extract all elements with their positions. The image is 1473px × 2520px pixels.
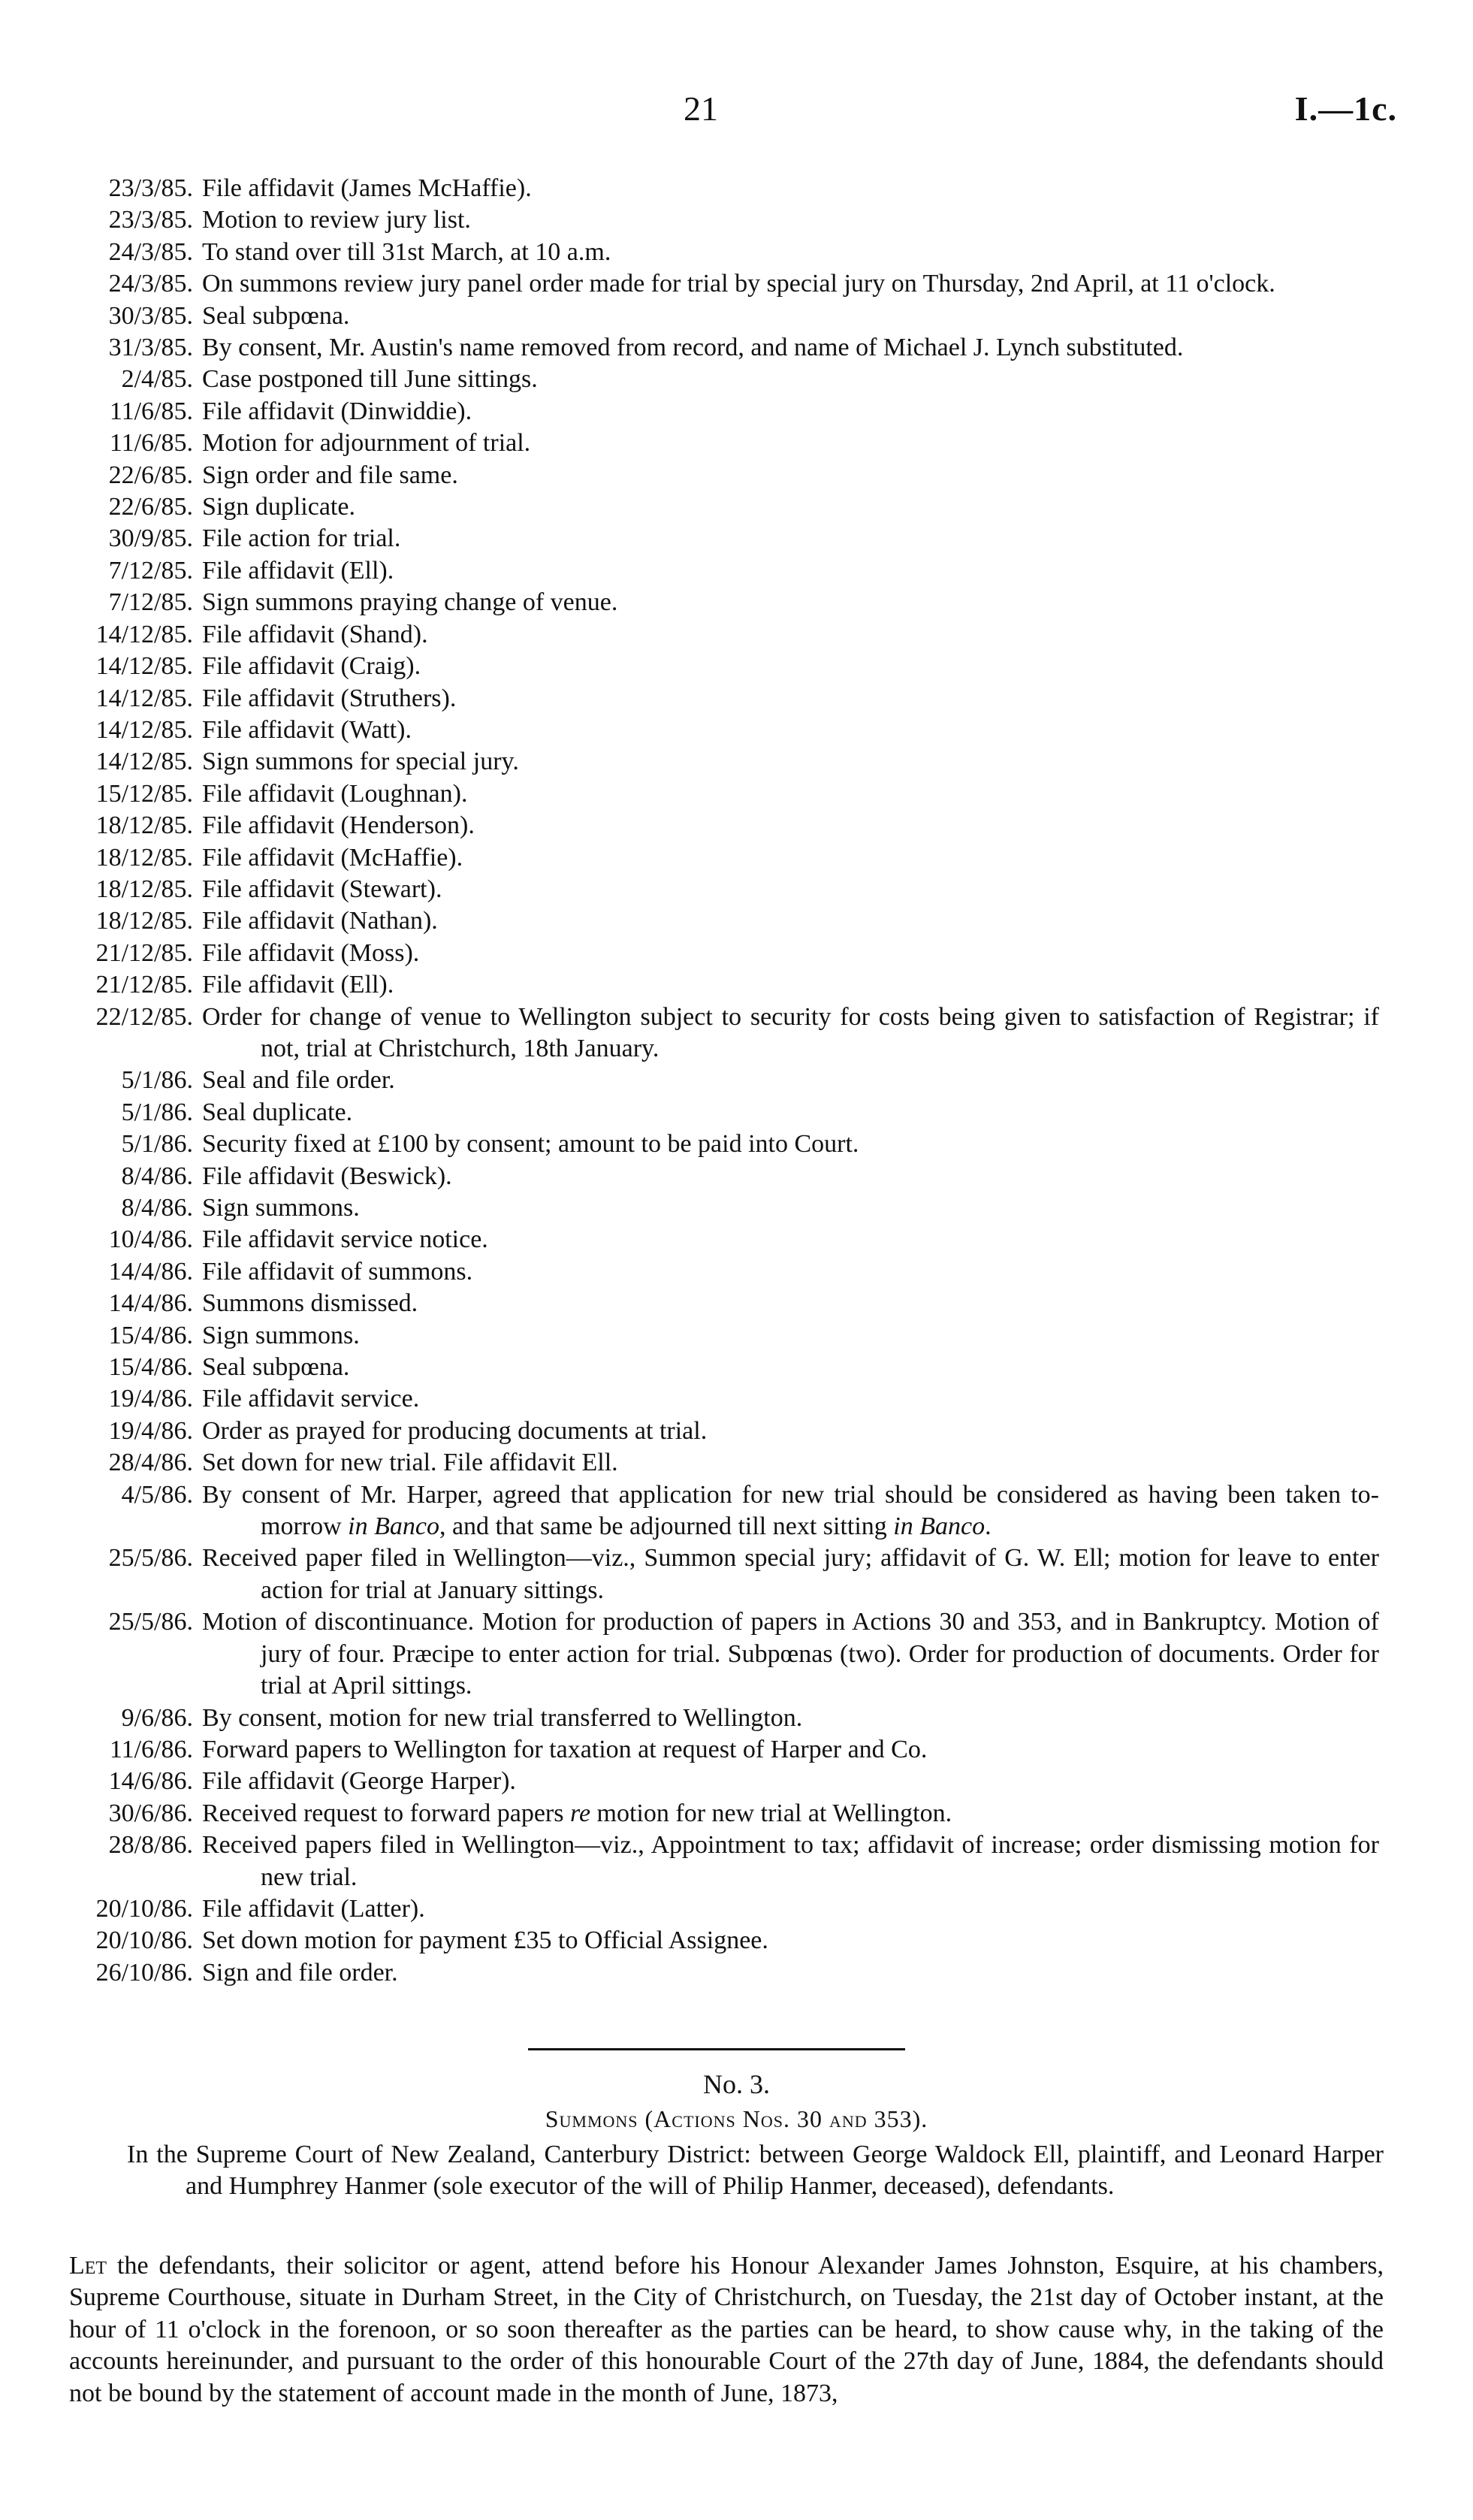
entry-text-segment: File affidavit (Loughnan).: [202, 779, 468, 808]
entry-text-segment: Sign order and file same.: [202, 461, 458, 489]
entry-text-segment: Sign duplicate.: [202, 493, 355, 521]
docket-entry: [0, 746, 1473, 778]
entry-date: 14/12/85.: [95, 684, 193, 712]
entry-text: [202, 619, 1379, 651]
entry-text-segment: Received request to forward papers: [202, 1799, 570, 1827]
entry-text: [202, 1383, 1379, 1415]
entry-text-segment: File affidavit (Nathan).: [202, 907, 438, 935]
entry-date: 24/3/85.: [108, 237, 193, 266]
entry-text: [202, 301, 1379, 332]
docket-entry: [0, 396, 1473, 428]
docket-entry: [0, 364, 1473, 395]
entry-text: [202, 587, 1379, 618]
docket-entry: [0, 1479, 1473, 1543]
entry-date: 14/12/85.: [95, 652, 193, 681]
docket-entry: [0, 301, 1473, 332]
docket-entry: [0, 810, 1473, 842]
entry-text: [202, 1893, 1379, 1925]
entry-text-segment: Sign summons.: [202, 1194, 360, 1222]
entry-text-segment: File affidavit (Shand).: [202, 620, 428, 648]
entry-text: [202, 460, 1379, 491]
entry-text-segment: File action for trial.: [202, 524, 401, 553]
entry-text-segment: Motion to review jury list.: [202, 206, 471, 234]
docket-entry: [0, 237, 1473, 268]
docket-entry: [0, 715, 1473, 746]
entry-text-segment: Sign summons for special jury.: [202, 748, 519, 776]
entry-text: [202, 1065, 1379, 1096]
docket-entry: [0, 1734, 1473, 1766]
section-title: No. 3.: [703, 2069, 770, 2099]
entry-text-segment: Set down motion for payment £35 to Official Assignee.: [202, 1926, 768, 1955]
entry-text: [202, 1957, 1379, 1989]
entry-text: [202, 1703, 1379, 1734]
docket-entry: [0, 1957, 1473, 1989]
entry-date: 15/4/86.: [108, 1353, 193, 1382]
entry-text: [202, 1161, 1379, 1192]
entry-text: [202, 842, 1379, 874]
entry-text: [202, 1256, 1379, 1288]
entry-text-segment: Seal subpœna.: [202, 301, 350, 330]
entry-text: [202, 204, 1379, 236]
entry-italic-text: in Banco: [893, 1512, 986, 1541]
docket-entry: [0, 1606, 1473, 1702]
entry-date: 14/4/86.: [108, 1257, 193, 1286]
entry-text: [202, 1320, 1379, 1352]
entry-date: 14/4/86.: [108, 1289, 193, 1318]
docket-entry: [0, 1288, 1473, 1319]
entry-text: [202, 1447, 1379, 1479]
entry-text: [202, 651, 1379, 682]
entry-date: 11/6/86.: [109, 1735, 193, 1763]
entry-text: [202, 1129, 1379, 1160]
entry-date: 20/10/86.: [95, 1894, 193, 1923]
entry-text-segment: Sign and file order.: [202, 1958, 398, 1987]
entry-text: [202, 1798, 1379, 1830]
entry-text: [202, 746, 1379, 778]
entry-date: 19/4/86.: [108, 1416, 193, 1445]
entry-text: [202, 428, 1379, 459]
docket-entry: [0, 460, 1473, 491]
entry-date: 4/5/86.: [121, 1480, 193, 1509]
entry-text-segment: motion for new trial at Wellington.: [590, 1799, 952, 1827]
entry-text-segment: , and that same be adjourned till next sitting: [439, 1512, 894, 1541]
entry-text: [202, 938, 1379, 969]
entry-text-segment: Received papers filed in Wellington—viz., Appointment to tax; affidavit of increase; order dismissing motion for new trial.: [202, 1831, 1379, 1891]
docket-entry: [0, 1161, 1473, 1192]
docket-entry: [0, 1002, 1473, 1065]
docket-entry: [0, 842, 1473, 874]
docket-entry: [0, 491, 1473, 523]
entry-date: 20/10/86.: [95, 1926, 193, 1955]
entry-date: 18/12/85.: [95, 907, 193, 935]
entry-text: [202, 1416, 1379, 1447]
docket-entry: [0, 204, 1473, 236]
entry-date: 28/4/86.: [108, 1449, 193, 1477]
entry-text-segment: Sign summons praying change of venue.: [202, 588, 618, 617]
entry-date: 24/3/85.: [108, 270, 193, 298]
entry-date: 18/12/85.: [95, 875, 193, 903]
entry-text: [202, 523, 1379, 554]
entry-date: 23/3/85.: [108, 206, 193, 234]
entry-text: [202, 491, 1379, 523]
entry-text-segment: File affidavit of summons.: [202, 1257, 473, 1286]
docket-entry: [0, 1065, 1473, 1096]
page-number: 21: [684, 89, 718, 128]
entry-text: [202, 364, 1379, 395]
entry-date: 14/6/86.: [108, 1767, 193, 1796]
entry-text-segment: Summons dismissed.: [202, 1289, 418, 1318]
docket-entry: [0, 1129, 1473, 1160]
entry-date: 14/12/85.: [95, 748, 193, 776]
docket-entry: [0, 1352, 1473, 1383]
entry-date: 30/9/85.: [108, 524, 193, 553]
docket-entry: [0, 523, 1473, 554]
entry-text: [202, 1766, 1379, 1797]
docket-entry: [0, 428, 1473, 459]
entry-text-segment: Seal subpœna.: [202, 1353, 350, 1382]
entry-date: 19/4/86.: [108, 1385, 193, 1413]
entry-text: [202, 1192, 1379, 1224]
entry-date: 10/4/86.: [108, 1225, 193, 1254]
docket-entry: [0, 1703, 1473, 1734]
entry-text: [202, 874, 1379, 905]
entry-date: 2/4/85.: [121, 365, 193, 394]
entry-text: [202, 715, 1379, 746]
section-subtitle: Summons (Actions Nos. 30 and 353).: [545, 2105, 928, 2132]
entry-text-segment: File affidavit (Watt).: [202, 715, 412, 744]
entry-text: [202, 683, 1379, 715]
entry-date: 22/6/85.: [108, 493, 193, 521]
entry-date: 28/8/86.: [108, 1831, 193, 1860]
summons-lead-word: Let: [69, 2252, 107, 2280]
entry-date: 8/4/86.: [121, 1162, 193, 1190]
entry-text: [202, 1097, 1379, 1129]
entry-date: 25/5/86.: [108, 1608, 193, 1636]
docket-entry: [0, 619, 1473, 651]
entry-date: 9/6/86.: [121, 1703, 193, 1732]
entry-date: 15/4/86.: [108, 1321, 193, 1349]
entry-text: [202, 810, 1379, 842]
entry-date: 11/6/85.: [109, 397, 193, 425]
summons-text: the defendants, their solicitor or agent, attend before his Honour Alexander James Johnston, Esquire, at his chambers, Supreme Courthouse, situate in Durham Street, in the City of Christchurch, on Tuesday, the 21st day of October instant, at the hour of 11 o'clock in the forenoon, or so soon thereafter as the parties can be heard, to show cause why, in the taking of the accounts hereinunder, and pursuant to the order of this honourable Court of the 27th day of June, 1884, the defendants should not be bound by the statement of account made in the month of June, 1873,: [69, 2252, 1384, 2407]
entry-date: 14/12/85.: [95, 620, 193, 648]
docket-entry: [0, 1192, 1473, 1224]
docket-entry: [0, 905, 1473, 937]
entry-text-segment: File affidavit (McHaffie).: [202, 843, 463, 872]
entry-date: 30/3/85.: [108, 301, 193, 330]
docket-entries: [0, 173, 1473, 1989]
entry-date: 18/12/85.: [95, 811, 193, 840]
entry-text: [202, 969, 1379, 1001]
court-paragraph: In the Supreme Court of New Zealand, Canterbury District: between George Waldock Ell, plaintiff, and Leonard Harper and Humphrey Hanmer (sole executor of the will of Philip Hanmer, deceased), defendants.: [127, 2141, 1384, 2201]
entry-text-segment: File affidavit (Stewart).: [202, 875, 442, 903]
entry-text: [202, 905, 1379, 937]
docket-entry: [0, 1447, 1473, 1479]
entry-date: 18/12/85.: [95, 843, 193, 872]
entry-text-segment: File affidavit (Moss).: [202, 938, 420, 967]
entry-text-segment: File affidavit (Dinwiddie).: [202, 397, 472, 425]
docket-entry: [0, 969, 1473, 1001]
entry-date: 31/3/85.: [108, 334, 193, 362]
entry-text-segment: File affidavit (Struthers).: [202, 684, 457, 712]
entry-date: 23/3/85.: [108, 174, 193, 202]
docket-entry: [0, 555, 1473, 587]
docket-entry: [0, 874, 1473, 905]
docket-entry: [0, 1097, 1473, 1129]
summons-paragraph: [69, 2250, 1384, 2410]
entry-text: [202, 1352, 1379, 1383]
entry-text-segment: Forward papers to Wellington for taxation at request of Harper and Co.: [202, 1735, 928, 1763]
entry-date: 26/10/86.: [95, 1958, 193, 1987]
entry-text: [202, 173, 1379, 204]
docket-entry: [0, 1893, 1473, 1925]
entry-text: [202, 1606, 1379, 1702]
entry-text-segment: Motion for adjournment of trial.: [202, 429, 531, 458]
document-reference: I.—1c.: [1294, 89, 1397, 128]
entry-date: 21/12/85.: [95, 971, 193, 999]
entry-text-segment: Order as prayed for producing documents at trial.: [202, 1416, 708, 1445]
entry-text: [202, 778, 1379, 810]
entry-text-segment: Order for change of venue to Wellington subject to security for costs being given to satisfaction of Registrar; if not, trial at Christchurch, 18th January.: [202, 1002, 1379, 1062]
docket-entry: [0, 332, 1473, 364]
docket-entry: [0, 268, 1473, 300]
entry-date: 5/1/86.: [121, 1098, 193, 1126]
entry-text-segment: Set down for new trial. File affidavit Ell.: [202, 1449, 618, 1477]
entry-text-segment: File affidavit (Latter).: [202, 1894, 425, 1923]
docket-entry: [0, 1256, 1473, 1288]
entry-text-segment: File affidavit service.: [202, 1385, 420, 1413]
docket-entry: [0, 1416, 1473, 1447]
docket-entry: [0, 1320, 1473, 1352]
entry-date: 8/4/86.: [121, 1194, 193, 1222]
entry-date: 5/1/86.: [121, 1130, 193, 1159]
entry-text-segment: To stand over till 31st March, at 10 a.m.: [202, 237, 611, 266]
entry-text-segment: File affidavit (James McHaffie).: [202, 174, 532, 202]
entry-date: 11/6/85.: [109, 429, 193, 458]
entry-date: 30/6/86.: [108, 1799, 193, 1827]
entry-text: [202, 332, 1379, 364]
entry-date: 7/12/85.: [108, 556, 193, 585]
entry-text: [202, 1830, 1379, 1893]
entry-text-segment: By consent, Mr. Austin's name removed from record, and name of Michael J. Lynch substituted.: [202, 334, 1184, 362]
entry-date: 7/12/85.: [108, 588, 193, 617]
docket-entry: [0, 587, 1473, 618]
docket-entry: [0, 173, 1473, 204]
entry-text-segment: File affidavit (Henderson).: [202, 811, 475, 840]
docket-entry: [0, 1543, 1473, 1606]
entry-text-segment: On summons review jury panel order made for trial by special jury on Thursday, 2nd April, at 11 o'clock.: [202, 270, 1275, 298]
entry-text-segment: By consent, motion for new trial transferred to Wellington.: [202, 1703, 803, 1732]
entry-text-segment: Motion of discontinuance. Motion for production of papers in Actions 30 and 353, and in Bankruptcy. Motion of jury of four. Præcipe to enter action for trial. Subpœnas (two). Order for production of documents. Order for trial at April sittings.: [202, 1608, 1379, 1700]
docket-entry: [0, 1224, 1473, 1255]
entry-text-segment: By consent of Mr. Harper, agreed that application for new trial should be considered as having been taken to-morrow: [202, 1480, 1379, 1541]
docket-entry: [0, 1830, 1473, 1893]
entry-date: 25/5/86.: [108, 1544, 193, 1573]
entry-text-segment: File affidavit service notice.: [202, 1225, 488, 1254]
docket-entry: [0, 1766, 1473, 1797]
entry-date: 14/12/85.: [95, 715, 193, 744]
section-divider: [528, 2048, 905, 2050]
entry-date: 5/1/86.: [121, 1066, 193, 1095]
docket-entry: [0, 938, 1473, 969]
entry-text-segment: File affidavit (Ell).: [202, 971, 394, 999]
docket-entry: [0, 778, 1473, 810]
docket-entry: [0, 1798, 1473, 1830]
entry-text-segment: File affidavit (Beswick).: [202, 1162, 452, 1190]
entry-text-segment: Security fixed at £100 by consent; amount to be paid into Court.: [202, 1130, 859, 1159]
entry-text: [202, 237, 1379, 268]
entry-text: [202, 1288, 1379, 1319]
entry-text-segment: .: [985, 1512, 992, 1541]
entry-text: [202, 268, 1379, 300]
entry-text-segment: Seal duplicate.: [202, 1098, 353, 1126]
entry-date: 21/12/85.: [95, 938, 193, 967]
entry-text: [202, 1479, 1379, 1543]
entry-text-segment: Seal and file order.: [202, 1066, 395, 1095]
entry-date: 22/6/85.: [108, 461, 193, 489]
entry-italic-text: re: [569, 1799, 591, 1827]
page-header: [0, 89, 1473, 134]
entry-text-segment: File affidavit (George Harper).: [202, 1767, 516, 1796]
entry-text: [202, 396, 1379, 428]
docket-entry: [0, 1383, 1473, 1415]
entry-date: 15/12/85.: [95, 779, 193, 808]
entry-text: [202, 1002, 1379, 1065]
entry-text-segment: Sign summons.: [202, 1321, 360, 1349]
docket-entry: [0, 683, 1473, 715]
entry-text: [202, 1734, 1379, 1766]
entry-text-segment: File affidavit (Ell).: [202, 556, 394, 585]
entry-text: [202, 1925, 1379, 1956]
entry-text-segment: Received paper filed in Wellington—viz., Summon special jury; affidavit of G. W. Ell; motion for leave to enter action for trial at January sittings.: [202, 1544, 1379, 1604]
entry-date: 22/12/85.: [95, 1002, 193, 1031]
entry-text: [202, 555, 1379, 587]
entry-text: [202, 1543, 1379, 1606]
entry-text-segment: File affidavit (Craig).: [202, 652, 421, 681]
entry-italic-text: in Banco: [348, 1512, 439, 1541]
docket-entry: [0, 1925, 1473, 1956]
entry-text: [202, 1224, 1379, 1255]
docket-entry: [0, 651, 1473, 682]
entry-text-segment: Case postponed till June sittings.: [202, 365, 538, 394]
